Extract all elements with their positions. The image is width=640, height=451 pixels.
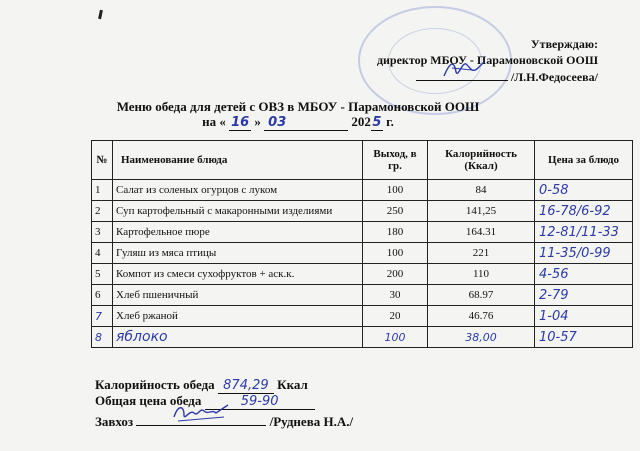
row-calories: 84 xyxy=(428,180,535,201)
total-price: Общая цена обеда 59-90 xyxy=(95,393,315,410)
row-price: 1-04 xyxy=(535,306,633,327)
row-number: 6 xyxy=(92,285,113,306)
row-price: 16-78/6-92 xyxy=(535,201,633,222)
row-dish-name: Компот из смеси сухофруктов + аск.к. xyxy=(113,264,363,285)
row-dish-name: Хлеб ржаной xyxy=(113,306,363,327)
table-row xyxy=(92,306,633,327)
date-day: 16 xyxy=(231,115,250,130)
table-row xyxy=(92,201,633,222)
total-price-value: 59-90 xyxy=(205,394,315,410)
table-row xyxy=(92,327,633,348)
table-row xyxy=(92,180,633,201)
document-date: на « 16 » 03 2025 г. xyxy=(202,114,394,130)
header-calories: Калорийность (Ккал) xyxy=(428,141,535,180)
row-calories: 164.31 xyxy=(428,222,535,243)
menu-table xyxy=(91,140,633,348)
row-number: 8 xyxy=(92,327,113,348)
director-name: /Л.Н.Федосеева/ xyxy=(510,70,598,84)
table-row xyxy=(92,285,633,306)
header-number: № xyxy=(92,141,113,180)
row-yield: 30 xyxy=(363,285,428,306)
row-number: 7 xyxy=(92,306,113,327)
document-title: Меню обеда для детей с ОВЗ в МБОУ - Парамоновской ООШ xyxy=(116,99,480,114)
row-yield: 100 xyxy=(363,243,428,264)
date-year-digit: 5 xyxy=(372,115,382,130)
row-price: 0-58 xyxy=(535,180,633,201)
row-yield: 20 xyxy=(363,306,428,327)
row-calories: 38,00 xyxy=(428,327,535,348)
row-number: 1 xyxy=(92,180,113,201)
director-signature xyxy=(442,58,486,80)
row-yield: 100 xyxy=(363,180,428,201)
storekeeper-signature xyxy=(172,399,232,425)
date-month: 03 xyxy=(264,115,348,131)
table-header-row xyxy=(92,141,633,180)
row-yield: 200 xyxy=(363,264,428,285)
row-dish-name: Хлеб пшеничный xyxy=(113,285,363,306)
row-calories: 221 xyxy=(428,243,535,264)
storekeeper-signature-line xyxy=(136,411,266,426)
total-calories-value: 874,29 xyxy=(218,378,274,394)
corner-mark xyxy=(98,10,103,19)
row-calories: 68.97 xyxy=(428,285,535,306)
table-row xyxy=(92,243,633,264)
row-number: 5 xyxy=(92,264,113,285)
row-number: 3 xyxy=(92,222,113,243)
row-calories: 141,25 xyxy=(428,201,535,222)
row-dish-name: яблоко xyxy=(113,327,363,348)
header-price: Цена за блюдо xyxy=(535,141,633,180)
row-calories: 110 xyxy=(428,264,535,285)
approval-heading: Утверждаю: xyxy=(530,37,598,51)
row-yield: 100 xyxy=(363,327,428,348)
row-price: 11-35/0-99 xyxy=(535,243,633,264)
row-price: 10-57 xyxy=(535,327,633,348)
row-number: 2 xyxy=(92,201,113,222)
table-row xyxy=(92,222,633,243)
total-calories: Калорийность обеда 874,29 Ккал xyxy=(95,377,308,393)
row-yield: 250 xyxy=(363,201,428,222)
row-dish-name: Салат из соленых огурцов с луком xyxy=(113,180,363,201)
row-calories: 46.76 xyxy=(428,306,535,327)
approval-block xyxy=(377,36,598,85)
row-dish-name: Суп картофельный с макаронными изделиями xyxy=(113,201,363,222)
header-dish-name: Наименование блюда xyxy=(113,141,363,180)
header-yield: Выход, в гр. xyxy=(363,141,428,180)
row-price: 12-81/11-33 xyxy=(535,222,633,243)
storekeeper-line: Завхоз /Руднева Н.А./ xyxy=(95,411,353,430)
director-signature-line xyxy=(416,68,508,81)
row-dish-name: Гуляш из мяса птицы xyxy=(113,243,363,264)
row-price: 4-56 xyxy=(535,264,633,285)
table-row xyxy=(92,264,633,285)
row-yield: 180 xyxy=(363,222,428,243)
row-price: 2-79 xyxy=(535,285,633,306)
approval-position: директор МБОУ - Парамоновской ООШ xyxy=(376,53,598,67)
row-number: 4 xyxy=(92,243,113,264)
row-dish-name: Картофельное пюре xyxy=(113,222,363,243)
